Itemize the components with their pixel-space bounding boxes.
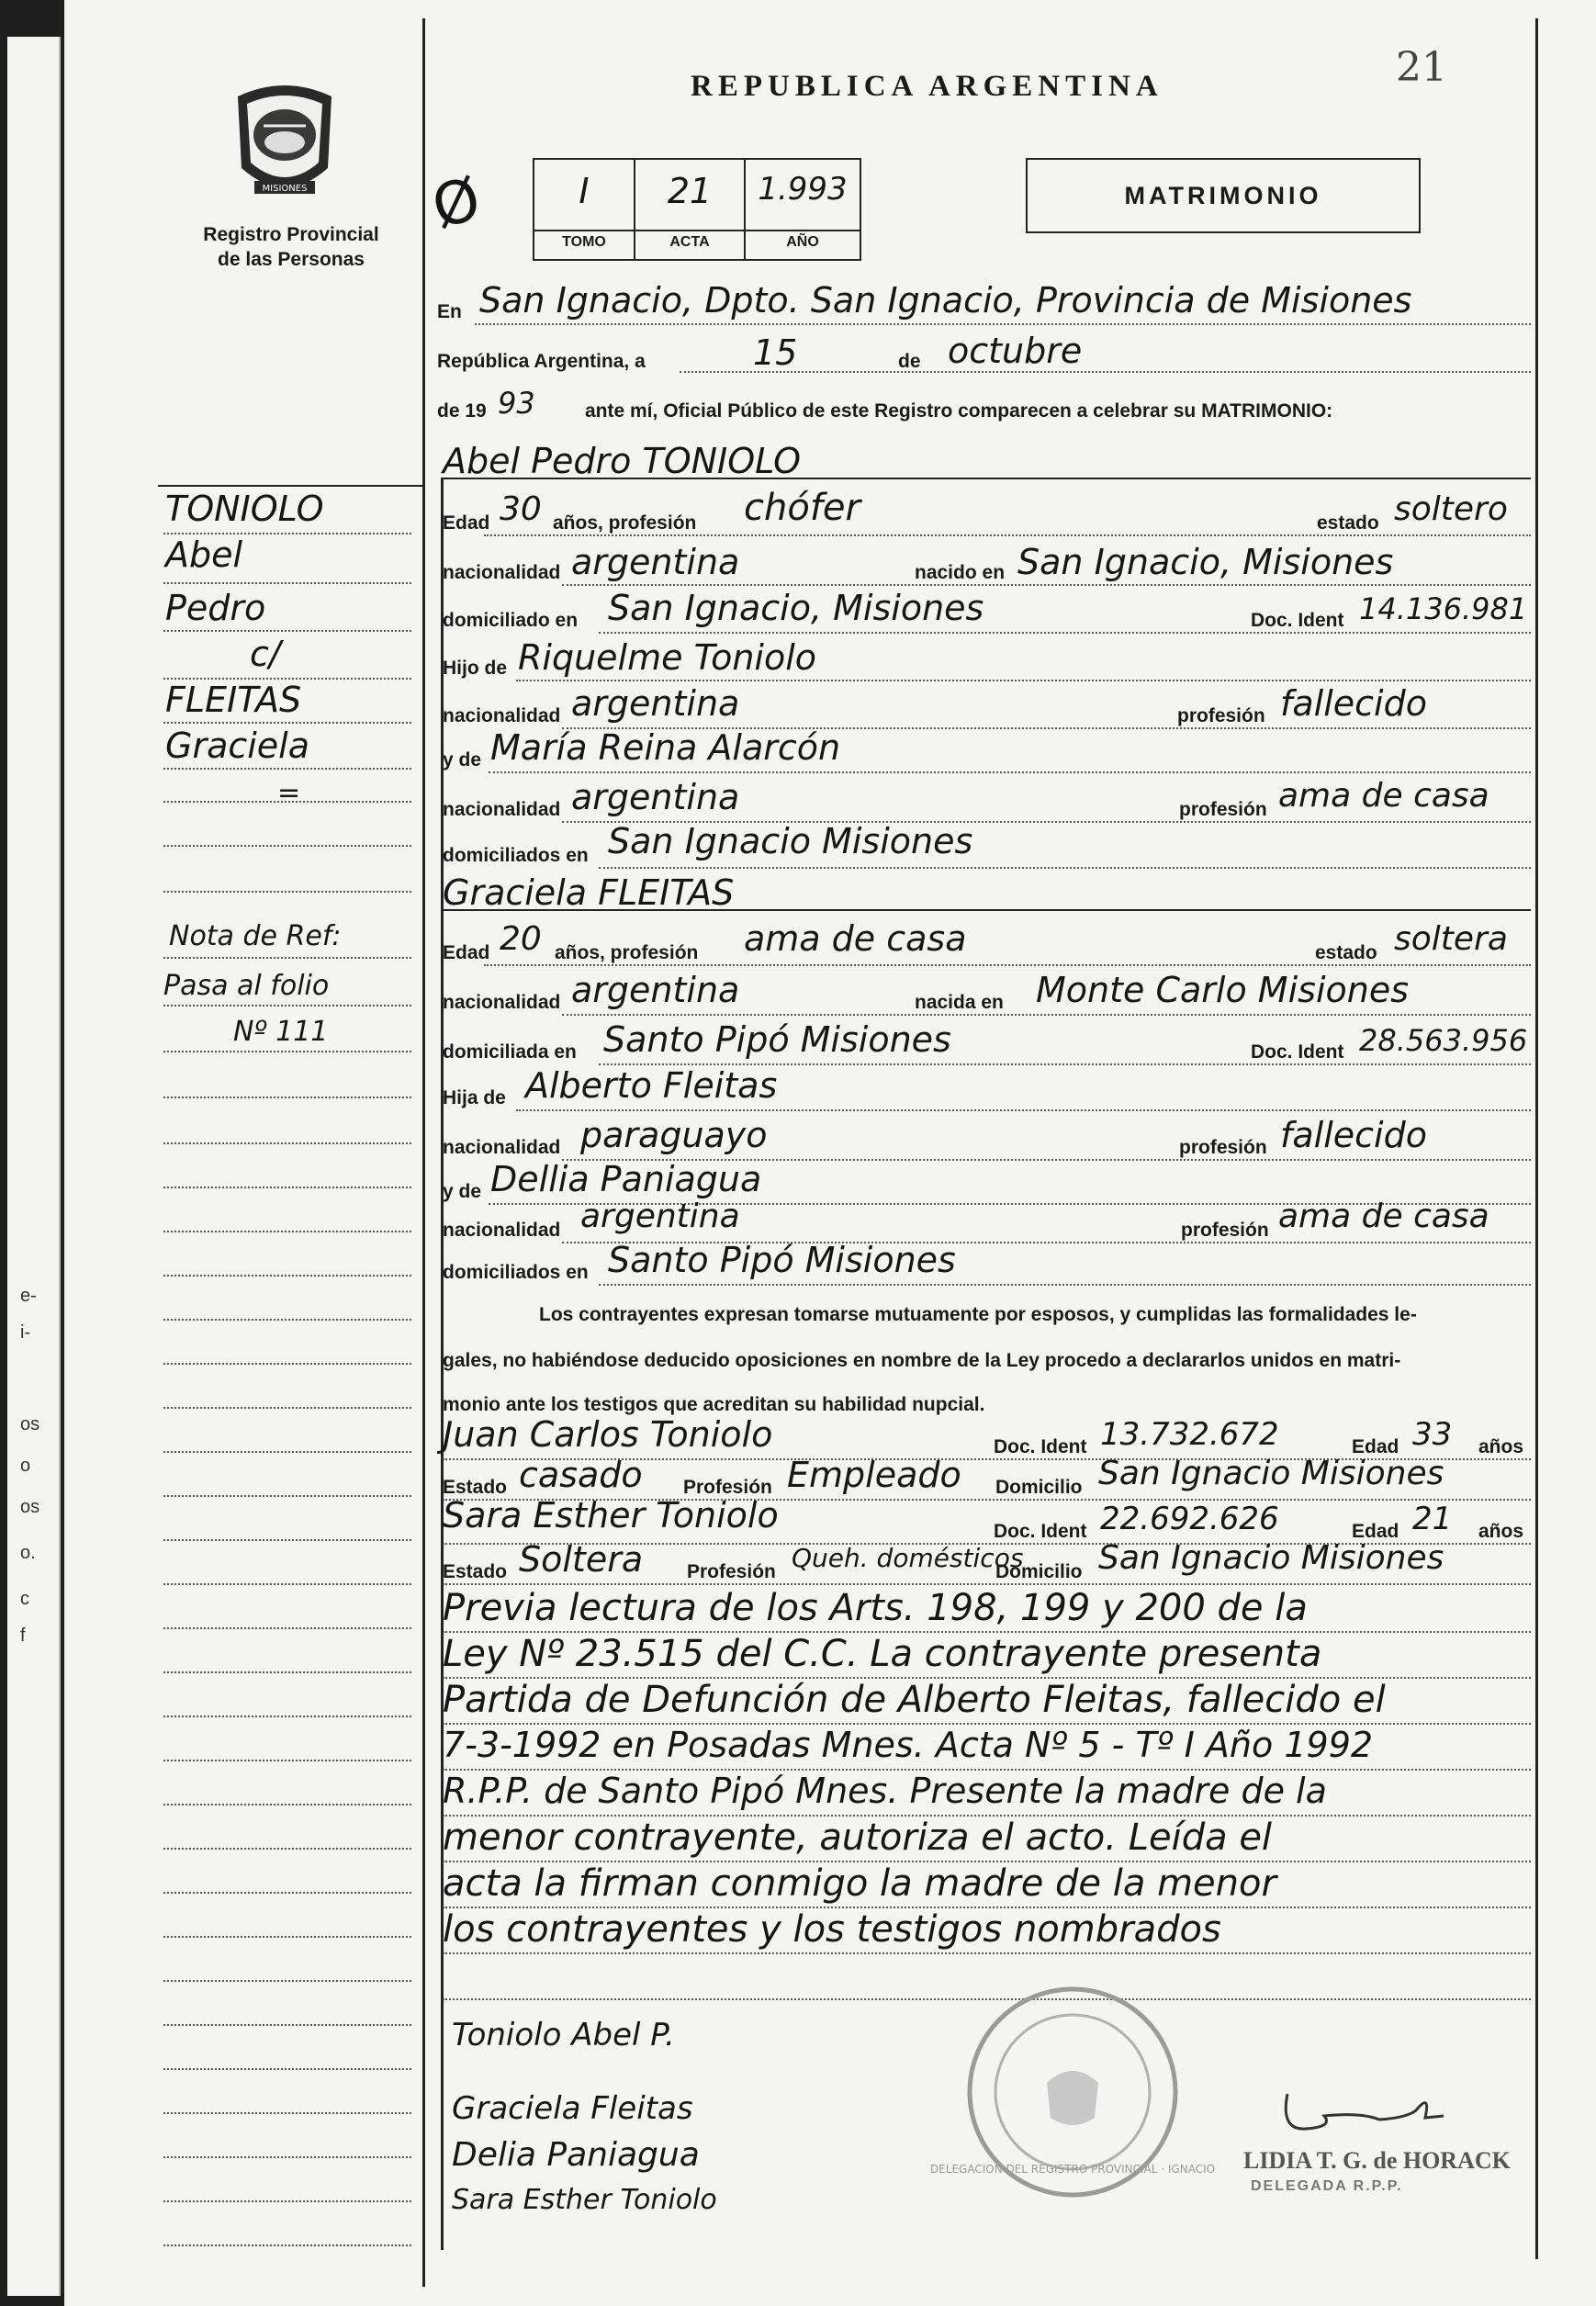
body-right-rule [1535, 18, 1538, 2259]
witness-1-status: casado [519, 1455, 643, 1495]
margin-dotted-line [163, 2200, 411, 2202]
margin-surname-bride: FLEITAS [165, 680, 302, 720]
groom-nationality: argentina [571, 542, 740, 582]
dotted-line [516, 680, 1531, 681]
label-estado: estado [1315, 942, 1377, 963]
witness-1-age: 33 [1412, 1416, 1453, 1453]
margin-dotted-line [163, 1715, 411, 1717]
note-line: 7-3-1992 en Posadas Mnes. Acta Nº 5 - Tº I Año 1992 [443, 1725, 1374, 1765]
declaration-line: Los contrayentes expresan tomarse mutuamente por esposos, y cumplidas las formalidades le- [539, 1304, 1417, 1325]
seal-text: MISIONES [262, 184, 308, 194]
margin-dotted-line [163, 1892, 411, 1894]
note-line: Ley Nº 23.515 del C.C. La contrayente presenta [443, 1633, 1322, 1675]
signature-bride: Graciela Fleitas [452, 2090, 693, 2127]
witness-2-domicile: San Ignacio Misiones [1098, 1539, 1444, 1577]
note-line: Partida de Defunción de Alberto Fleitas, fallecido el [443, 1679, 1386, 1721]
dotted-line [599, 632, 1531, 634]
margin-dotted-line [163, 801, 411, 803]
margin-dotted-line [163, 1936, 411, 1938]
section-rule [443, 478, 1531, 479]
bride-father-nationality: paraguayo [580, 1115, 768, 1155]
bride-doc: 28.563.956 [1359, 1023, 1528, 1058]
groom-father-nationality: argentina [571, 683, 740, 724]
groom-doc: 14.136.981 [1359, 591, 1528, 626]
ano-value: 1.993 [758, 171, 848, 208]
margin-dotted-line [163, 1671, 411, 1673]
official-title: DELEGADA R.P.P. [1251, 2178, 1403, 2194]
margin-dotted-line [163, 1275, 411, 1277]
edge-fragment: o [20, 1456, 31, 1476]
margin-dotted-line [163, 2112, 411, 2114]
witness-2-doc: 22.692.626 [1100, 1501, 1279, 1537]
edge-fragment: os [20, 1414, 40, 1434]
margin-dotted-line [163, 678, 411, 680]
marriage-day: 15 [753, 332, 798, 373]
edge-fragment: i- [20, 1322, 31, 1343]
registry-name: Registro Provincial de las Personas [203, 224, 379, 270]
dotted-line [484, 534, 1531, 536]
margin-rule [158, 485, 424, 487]
label-estado: estado [1317, 512, 1379, 534]
margin-dotted-line [163, 1627, 411, 1629]
label-nacida-en: nacida en [915, 992, 1004, 1013]
label-anios: años [1478, 1521, 1524, 1542]
declaration-line: monio ante los testigos que acreditan su habilidad nupcial. [443, 1394, 985, 1415]
dotted-line [484, 964, 1531, 966]
bride-profession: ama de casa [744, 918, 967, 959]
note-line: acta la firman conmigo la madre de la menor [443, 1862, 1276, 1905]
groom-name: Abel Pedro TONIOLO [443, 441, 802, 481]
edge-fragment: e- [20, 1286, 37, 1306]
margin-dotted-line [163, 1187, 411, 1188]
label-edad: Edad [443, 512, 490, 534]
margin-dotted-line [163, 1097, 411, 1098]
margin-dotted-line [163, 1363, 411, 1365]
acta-value: 21 [667, 171, 713, 211]
label-de-19: de 19 [437, 400, 487, 422]
margin-dotted-line [163, 2244, 411, 2246]
bride-status: soltera [1394, 920, 1508, 958]
label-domiciliados-en: domiciliados en [443, 1262, 589, 1283]
label-doc-ident: Doc. Ident [1251, 1041, 1344, 1063]
edge-fragment: o. [20, 1543, 36, 1563]
tomo-value: I [579, 171, 590, 211]
label-anios-profesion: años, profesión [553, 512, 697, 534]
label-y-de: y de [443, 749, 482, 771]
label-estado: Estado [443, 1561, 508, 1582]
tomo-label: TOMO [562, 234, 606, 250]
label-profesion: profesión [1177, 705, 1265, 726]
edge-fragment: c [20, 1589, 29, 1609]
label-edad: Edad [443, 942, 490, 963]
label-anios: años [1478, 1436, 1524, 1457]
label-profesion: profesión [1181, 1220, 1269, 1241]
witness-1-doc: 13.732.672 [1100, 1416, 1279, 1453]
label-en: En [437, 301, 462, 322]
note-line: Previa lectura de los Arts. 198, 199 y 200 de la [443, 1587, 1308, 1629]
page-number: 21 [1396, 44, 1447, 91]
marriage-month: octubre [948, 331, 1083, 371]
margin-dotted-line [163, 768, 411, 770]
label-republica: República Argentina, a [437, 351, 646, 372]
margin-dotted-line [163, 1407, 411, 1409]
marriage-year: 93 [498, 386, 535, 421]
groom-parents-domicile: San Ignacio Misiones [608, 821, 973, 861]
edge-fragment: f [20, 1625, 26, 1646]
section-rule [443, 909, 1531, 911]
note-line: los contrayentes y los testigos nombrados [443, 1908, 1221, 1951]
bride-domicile: Santo Pipó Misiones [603, 1019, 951, 1060]
groom-father-profession: fallecido [1280, 683, 1427, 724]
label-hijo-de: Hijo de [443, 658, 508, 679]
margin-column-divider [422, 18, 425, 2287]
margin-dotted-line [163, 1319, 411, 1321]
official-stamp-icon [929, 1982, 1216, 2202]
label-de: de [898, 351, 921, 372]
note-line: menor contrayente, autoriza el acto. Leída el [443, 1817, 1273, 1859]
tomo-acta-ano-box [533, 158, 861, 261]
provincial-seal-icon [227, 78, 343, 207]
official-signature-icon [1269, 2075, 1462, 2149]
matrimonio-box: MATRIMONIO [1026, 158, 1421, 233]
margin-dotted-line [163, 1142, 411, 1144]
margin-given-name: Pedro [165, 588, 266, 628]
signature-bride-mother: Delia Paniagua [452, 2136, 700, 2174]
facing-page-edge [7, 37, 61, 2296]
margin-dotted-line [163, 1539, 411, 1541]
margin-dotted-line [163, 1760, 411, 1761]
margin-dotted-line [163, 1051, 411, 1052]
groom-mother: María Reina Alarcón [490, 727, 841, 768]
margin-dotted-line [163, 845, 411, 847]
label-nacionalidad: nacionalidad [443, 799, 561, 820]
witness-1-name: Juan Carlos Toniolo [443, 1414, 773, 1455]
margin-dotted-line [163, 722, 411, 724]
label-y-de: y de [443, 1181, 482, 1202]
margin-dotted-line [163, 1583, 411, 1585]
label-edad: Edad [1352, 1436, 1399, 1457]
bride-father: Alberto Fleitas [525, 1065, 778, 1106]
margin-dotted-line [163, 891, 411, 893]
edge-fragment: os [20, 1497, 40, 1517]
groom-mother-profession: ama de casa [1278, 777, 1489, 815]
margin-note: Pasa al folio [163, 970, 330, 1002]
witness-1-profession: Empleado [787, 1455, 961, 1495]
margin-dotted-line [163, 1495, 411, 1497]
signature-groom: Toniolo Abel P. [452, 2017, 675, 2053]
margin-dotted-line [163, 2068, 411, 2070]
label-domicilio: Domicilio [995, 1477, 1083, 1498]
official-name: LIDIA T. G. de HORACK [1243, 2147, 1511, 2174]
label-nacionalidad: nacionalidad [443, 1220, 561, 1241]
margin-dotted-line [163, 2024, 411, 2026]
dotted-line [599, 1284, 1531, 1286]
bride-nationality: argentina [571, 970, 740, 1010]
label-hija-de: Hija de [443, 1087, 506, 1108]
groom-age: 30 [500, 490, 542, 528]
margin-dotted-line [163, 533, 411, 534]
dotted-line [489, 771, 1531, 773]
margin-dotted-line [163, 2156, 411, 2158]
note-line: R.P.P. de Santo Pipó Mnes. Presente la madre de la [443, 1771, 1327, 1811]
margin-end-mark: = [277, 777, 301, 809]
margin-dotted-line [163, 630, 411, 632]
margin-conjunction: c/ [250, 634, 281, 674]
bride-birthplace: Monte Carlo Misiones [1036, 970, 1410, 1010]
label-doc-ident: Doc. Ident [994, 1436, 1087, 1457]
label-nacido-en: nacido en [915, 562, 1006, 583]
margin-dotted-line [163, 1451, 411, 1453]
label-nacionalidad: nacionalidad [443, 992, 561, 1013]
groom-mother-nationality: argentina [571, 777, 740, 817]
stamp-text: DELEGACION DEL REGISTRO PROVINCIAL · IGNACIO [929, 2163, 1216, 2176]
margin-dotted-line [163, 1005, 411, 1007]
bride-mother: Dellia Paniagua [490, 1159, 762, 1199]
margin-dotted-line [163, 957, 411, 959]
signature-witness-2: Sara Esther Toniolo [452, 2184, 717, 2216]
label-domiciliada-en: domiciliada en [443, 1041, 577, 1063]
label-estado: Estado [443, 1477, 508, 1498]
margin-dotted-line [163, 1980, 411, 1982]
label-edad: Edad [1352, 1521, 1399, 1542]
margin-dotted-line [163, 1848, 411, 1850]
dotted-line [562, 584, 1531, 586]
dotted-line [680, 371, 1531, 373]
register-page [66, 0, 1596, 2306]
margin-given-name: Abel [165, 534, 243, 575]
label-nacionalidad: nacionalidad [443, 1137, 561, 1158]
witness-2-profession: Queh. domésticos [792, 1543, 1024, 1573]
dotted-line [516, 1109, 1531, 1111]
margin-surname-groom: TONIOLO [165, 489, 324, 529]
groom-father: Riquelme Toniolo [518, 637, 817, 678]
declaration-line: gales, no habiéndose deducido oposiciones en nombre de la Ley procedo a declararlos unidos en matri- [443, 1350, 1401, 1371]
groom-profession: chófer [744, 487, 860, 529]
label-doc-ident: Doc. Ident [994, 1521, 1087, 1542]
dotted-line [475, 323, 1531, 325]
witness-2-status: Soltera [519, 1539, 644, 1580]
bride-age: 20 [500, 920, 542, 958]
groom-status: soltero [1394, 490, 1508, 528]
bride-father-profession: fallecido [1280, 1115, 1427, 1155]
groom-domicile: San Ignacio, Misiones [608, 588, 984, 628]
margin-note: Nota de Ref: [169, 920, 342, 952]
bride-mother-profession: ama de casa [1278, 1198, 1489, 1235]
margin-given-name: Graciela [165, 726, 310, 766]
margin-note: Nº 111 [233, 1016, 329, 1048]
label-anios-profesion: años, profesión [555, 942, 699, 963]
dotted-line [562, 1014, 1531, 1016]
label-nacionalidad: nacionalidad [443, 705, 561, 726]
label-domiciliados-en: domiciliados en [443, 845, 589, 866]
country-title: REPUBLICA ARGENTINA [691, 70, 1163, 103]
bride-parents-domicile: Santo Pipó Misiones [608, 1240, 956, 1280]
dotted-line [443, 1952, 1531, 1954]
ano-label: AÑO [786, 234, 819, 250]
margin-dotted-line [163, 582, 411, 584]
witness-2-age: 21 [1412, 1501, 1453, 1537]
witness-1-domicile: San Ignacio Misiones [1098, 1455, 1444, 1492]
label-profesion: Profesión [687, 1561, 776, 1582]
acta-label: ACTA [669, 234, 710, 250]
margin-dotted-line [163, 1804, 411, 1805]
label-domicilio: Domicilio [995, 1561, 1083, 1582]
bride-name: Graciela FLEITAS [443, 872, 735, 913]
label-profesion: Profesión [683, 1477, 772, 1498]
witness-2-name: Sara Esther Toniolo [443, 1495, 779, 1535]
appearance-statement: ante mí, Oficial Público de este Registro comparecen a celebrar su MATRIMONIO: [585, 400, 1333, 422]
label-nacionalidad: nacionalidad [443, 562, 561, 583]
label-doc-ident: Doc. Ident [1251, 610, 1344, 631]
label-profesion: profesión [1179, 799, 1267, 820]
groom-birthplace: San Ignacio, Misiones [1017, 542, 1394, 582]
dotted-line [599, 867, 1531, 869]
label-domiciliado-en: domiciliado en [443, 610, 579, 631]
bride-mother-nationality: argentina [580, 1198, 740, 1235]
margin-dotted-line [163, 1231, 411, 1232]
place-of-marriage: San Ignacio, Dpto. San Ignacio, Provincia de Misiones [479, 280, 1412, 321]
margin-mark: Ø [425, 164, 489, 243]
dotted-line [443, 1583, 1531, 1585]
label-profesion: profesión [1179, 1137, 1267, 1158]
